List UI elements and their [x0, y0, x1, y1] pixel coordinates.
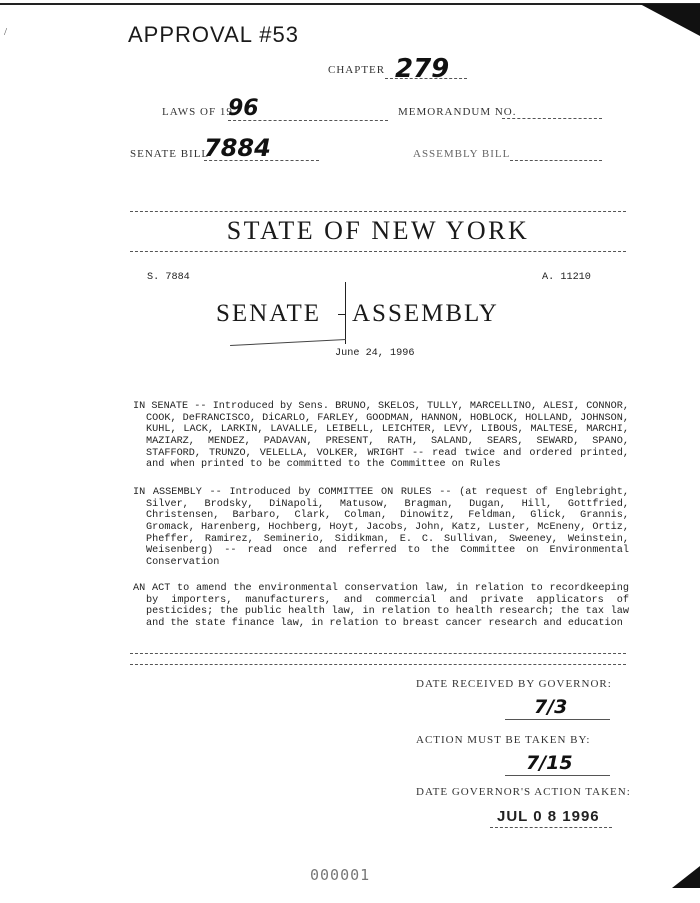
senate-introduction-text: IN SENATE -- Introduced by Sens. BRUNO, SKELOS, TULLY, MARCELLINO, ALESI, CONNOR, COOK, DeFRANCISCO, DiCARLO, FARLEY, GOODMAN, HANNON, HOBLOCK, HOLLAND, JOHNSON, KUHL, LACK, LARKIN, LAVALLE, LEIBELL, LEICHTER, LEVY, LIBOUS, MALTESE, MARCHI, MAZIARZ, MENDEZ, PADAVAN, PRESENT, RATH, SALAND, SEARS, SEWARD, SPANO, STAFFORD, TRUNZO, VELELLA, VOLKER, WRIGHT -- read twice and ordered printed, and when printed to be committed to the Committee on Rules: [133, 401, 636, 471]
corner-fold-mark: [640, 4, 700, 36]
date-received-underline: [505, 719, 610, 720]
governor-section-rule-top: [130, 653, 626, 654]
senate-chamber-title: SENATE: [216, 300, 322, 327]
act-title-paragraph: [133, 560, 636, 641]
bottom-corner-mark: [672, 866, 700, 888]
assembly-chamber-title: ASSEMBLY: [352, 300, 499, 327]
state-bottom-rule: [130, 251, 626, 252]
action-taken-date-stamp: JUL 0 8 1996: [497, 808, 600, 825]
laws-year: 96: [228, 96, 259, 121]
introduction-date: June 24, 1996: [335, 348, 415, 359]
date-received-value: 7/3: [534, 696, 568, 718]
memorandum-label: MEMORANDUM NO.: [398, 106, 517, 118]
page-number: 000001: [310, 866, 371, 884]
chamber-divider-tick: [338, 314, 346, 315]
date-received-label: DATE RECEIVED BY GOVERNOR:: [416, 678, 612, 690]
chamber-underline-stroke: [230, 339, 346, 346]
state-top-rule: [130, 211, 626, 212]
action-taken-label: DATE GOVERNOR'S ACTION TAKEN:: [416, 786, 631, 798]
senate-bill-number: 7884: [204, 134, 271, 162]
assembly-introduction-text: IN ASSEMBLY -- Introduced by COMMITTEE ON RULES -- (at request of Englebright, Silver, Brodsky, DiNapoli, Matusow, Bragman, Dugan, Hill, Gottfried, Christensen, Barbaro, Clark, Colman, Dinowitz, Feldman, Glick, Grannis, Gromack, Harenberg, Hochberg, Hoyt, Jacobs, John, Katz, Luster, McEneny, Ortiz, Pheffer, Ramirez, Seminerio, Sidikman, E. C. Sullivan, Sweeney, Weinstein, Weisenberg) -- read once and referred to the Committee on Environmental Conservation: [133, 487, 636, 568]
assembly-bill-underline: [510, 160, 602, 161]
state-title: STATE OF NEW YORK: [226, 216, 530, 245]
margin-tick-mark: /: [4, 26, 8, 38]
assembly-bill-print-number: A. 11210: [542, 272, 591, 283]
laws-underline: [228, 120, 388, 121]
chapter-label: CHAPTER: [328, 64, 386, 76]
chapter-number: 279: [395, 54, 450, 84]
action-deadline-value: 7/15: [526, 752, 573, 774]
laws-of-label: LAWS OF 19: [162, 106, 233, 118]
action-taken-underline: [490, 827, 612, 828]
act-title-text: AN ACT to amend the environmental conservation law, in relation to recordkeeping by importers, manufacturers, and commercial and private applicators of pesticides; the public health law, in relation to health research; the tax law and the state finance law, in relation to breast cancer research and education: [133, 583, 636, 629]
governor-section-rule-bottom: [130, 664, 626, 665]
approval-label: APPROVAL #53: [128, 22, 299, 47]
senate-bill-underline: [204, 160, 319, 161]
chamber-divider: [345, 282, 346, 344]
assembly-bill-label: ASSEMBLY BILL: [413, 148, 511, 160]
senate-bill-label: SENATE BILL: [130, 148, 210, 160]
action-deadline-underline: [505, 775, 610, 776]
action-deadline-label: ACTION MUST BE TAKEN BY:: [416, 734, 591, 746]
top-scan-edge: [0, 3, 700, 5]
senate-bill-print-number: S. 7884: [147, 272, 190, 283]
memorandum-underline: [502, 118, 602, 119]
